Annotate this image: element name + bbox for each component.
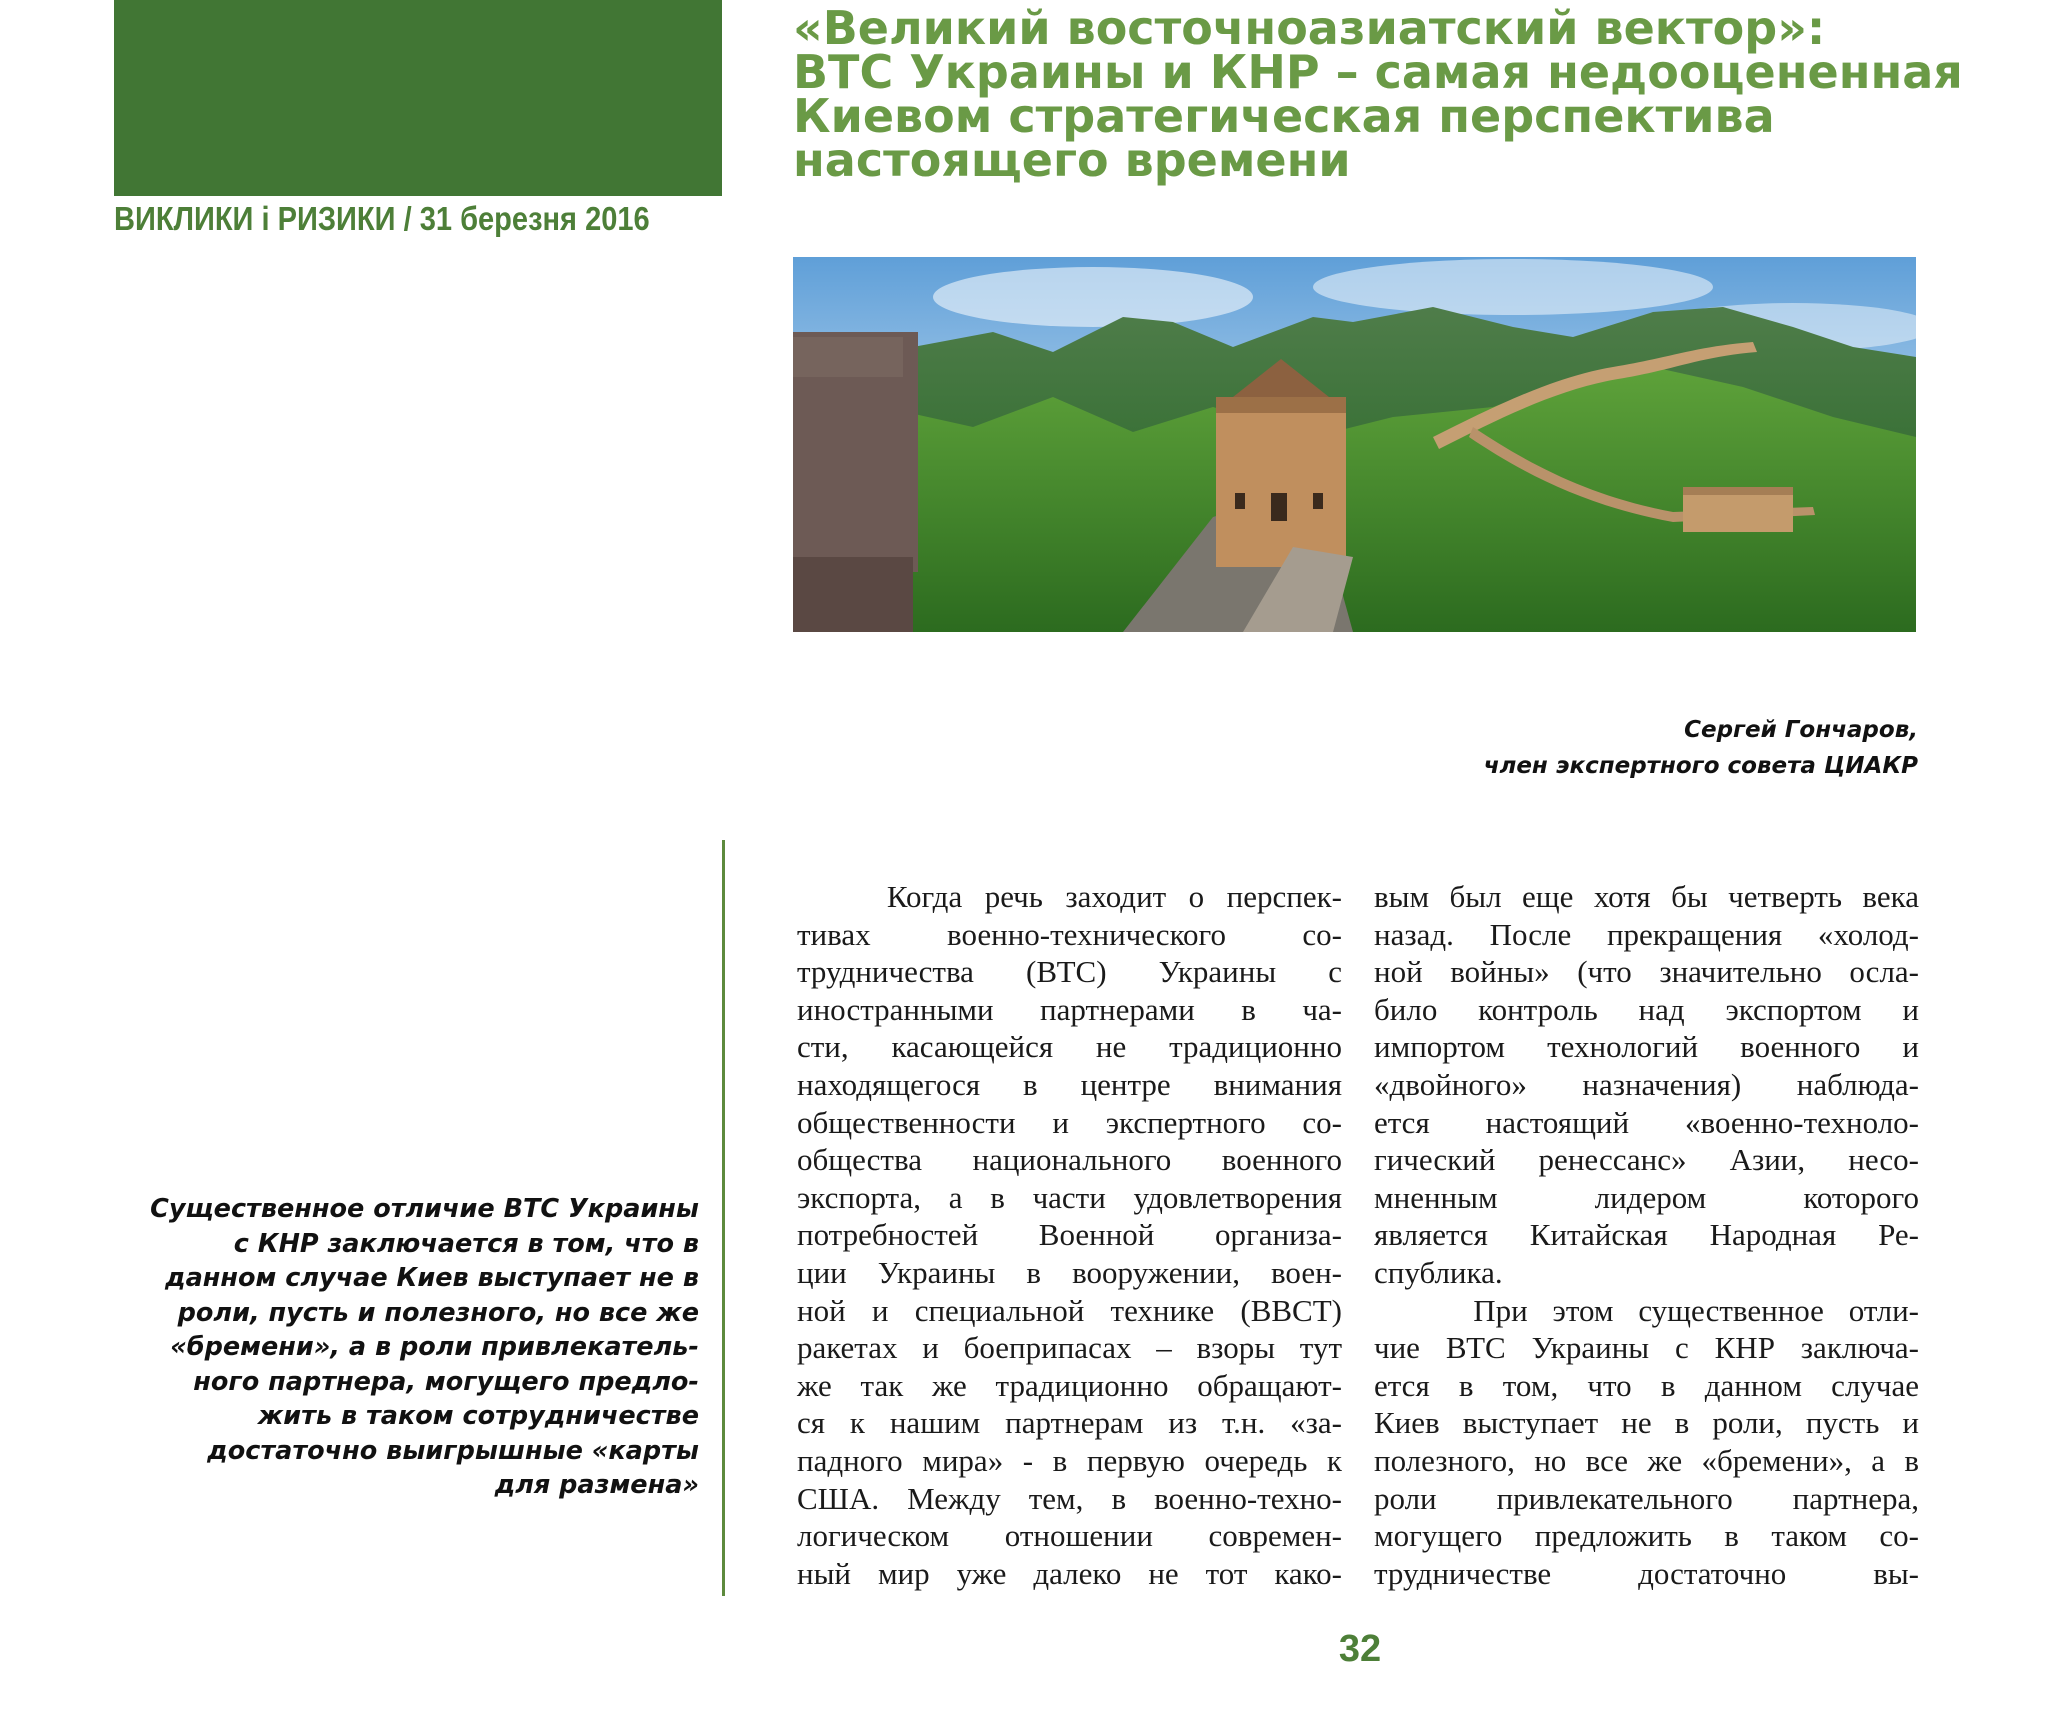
pull-quote-line: жить в таком сотрудничестве <box>257 1401 699 1431</box>
text-line: тивах военно-технического со- <box>797 916 1342 952</box>
text-line: ной и специальной технике (ВВСТ) <box>797 1292 1342 1328</box>
pull-quote-line: Существенное отличие ВТС Украины <box>150 1194 699 1224</box>
title-line: «Великий восточноазиатский вектор»: <box>793 1 1826 55</box>
text-line: ный мир уже далеко не тот како- <box>797 1555 1342 1591</box>
text-line: роли привлекательного партнера, <box>1374 1480 1919 1516</box>
text-line: полезного, но все же «бремени», а в <box>1374 1442 1919 1478</box>
column-divider <box>722 840 725 1596</box>
text-line: спублика. <box>1374 1254 1503 1290</box>
pull-quote-line: достаточно выигрышные «карты <box>207 1435 699 1466</box>
text-line: трудничестве достаточно вы- <box>1374 1555 1919 1591</box>
text-line: потребностей Военной организа- <box>797 1217 1342 1253</box>
text-line: США. Между тем, в военно-техно- <box>797 1480 1342 1516</box>
text-line: является Китайская Народная Ре- <box>1374 1217 1919 1253</box>
text-line: вым был еще хотя бы четверть века <box>1374 879 1919 914</box>
text-line: ется в том, что в данном случае <box>1374 1367 1919 1403</box>
text-line: чие ВТС Украины с КНР заключа- <box>1374 1330 1919 1366</box>
text-line: экспорта, а в части удовлетворения <box>797 1179 1342 1215</box>
text-line: логическом отношении современ- <box>797 1518 1342 1554</box>
text-line: же так же традиционно обращают- <box>797 1367 1342 1403</box>
text-line: Когда речь заходит о перспек- <box>797 879 1342 914</box>
pull-quote-line: ного партнера, могущего предло- <box>193 1366 699 1397</box>
great-wall-photo <box>793 257 1916 632</box>
author-name: Сергей Гончаров, <box>1684 717 1918 743</box>
pull-quote <box>114 1192 699 1503</box>
byline <box>1484 712 1918 784</box>
text-line: общества национального военного <box>797 1142 1342 1178</box>
header-color-block <box>114 0 722 196</box>
text-line: мненным лидером которого <box>1374 1179 1919 1215</box>
title-line: Киевом стратегическая перспектива <box>793 89 1775 143</box>
pull-quote-line: роли, пусть и полезного, но все же <box>177 1297 699 1328</box>
pull-quote-line: для размена» <box>494 1470 699 1500</box>
text-line: сти, касающейся не традиционно <box>797 1029 1342 1065</box>
text-line: ции Украины в вооружении, воен- <box>797 1254 1342 1290</box>
text-line: импортом технологий военного и <box>1374 1029 1919 1065</box>
text-line: ся к нашим партнерам из т.н. «за- <box>797 1405 1342 1441</box>
text-line: Киев выступает не в роли, пусть и <box>1374 1405 1919 1441</box>
text-line: иностранными партнерами в ча- <box>797 991 1342 1027</box>
article-column-1 <box>797 878 1342 1592</box>
title-line: ВТС Украины и КНР – самая недооцененная <box>793 45 1963 99</box>
text-line: «двойного» назначения) наблюда- <box>1374 1066 1919 1102</box>
text-line: трудничества (ВТС) Украины с <box>797 954 1342 990</box>
text-line: падного мира» - в первую очередь к <box>797 1442 1342 1478</box>
article-title <box>793 1 1963 187</box>
text-line: назад. После прекращения «холод- <box>1374 916 1919 952</box>
text-line: било контроль над экспортом и <box>1374 991 1919 1027</box>
issue-line: ВИКЛИКИ і РИЗИКИ / 31 березня 2016 <box>114 200 650 237</box>
text-line: ется настоящий «военно-техноло- <box>1374 1104 1919 1140</box>
pull-quote-line: с КНР заключается в том, что в <box>233 1228 699 1259</box>
text-line: могущего предложить в таком со- <box>1374 1518 1919 1554</box>
text-line: При этом существенное отли- <box>1374 1292 1919 1328</box>
text-line: ракетах и боеприпасах – взоры тут <box>797 1330 1342 1366</box>
text-line: находящегося в центре внимания <box>797 1066 1342 1102</box>
pull-quote-line: данном случае Киев выступает не в <box>164 1263 699 1293</box>
page-number: 32 <box>1338 1628 1382 1670</box>
text-line: гический ренессанс» Азии, несо- <box>1374 1142 1919 1178</box>
text-line: общественности и экспертного со- <box>797 1104 1342 1140</box>
author-position: член экспертного совета ЦИАКР <box>1483 753 1918 779</box>
title-line: настоящего времени <box>793 133 1351 187</box>
article-column-2 <box>1374 878 1919 1592</box>
text-line: ной войны» (что значительно осла- <box>1374 954 1919 990</box>
pull-quote-line: «бремени», а в роли привлекатель- <box>170 1332 699 1362</box>
